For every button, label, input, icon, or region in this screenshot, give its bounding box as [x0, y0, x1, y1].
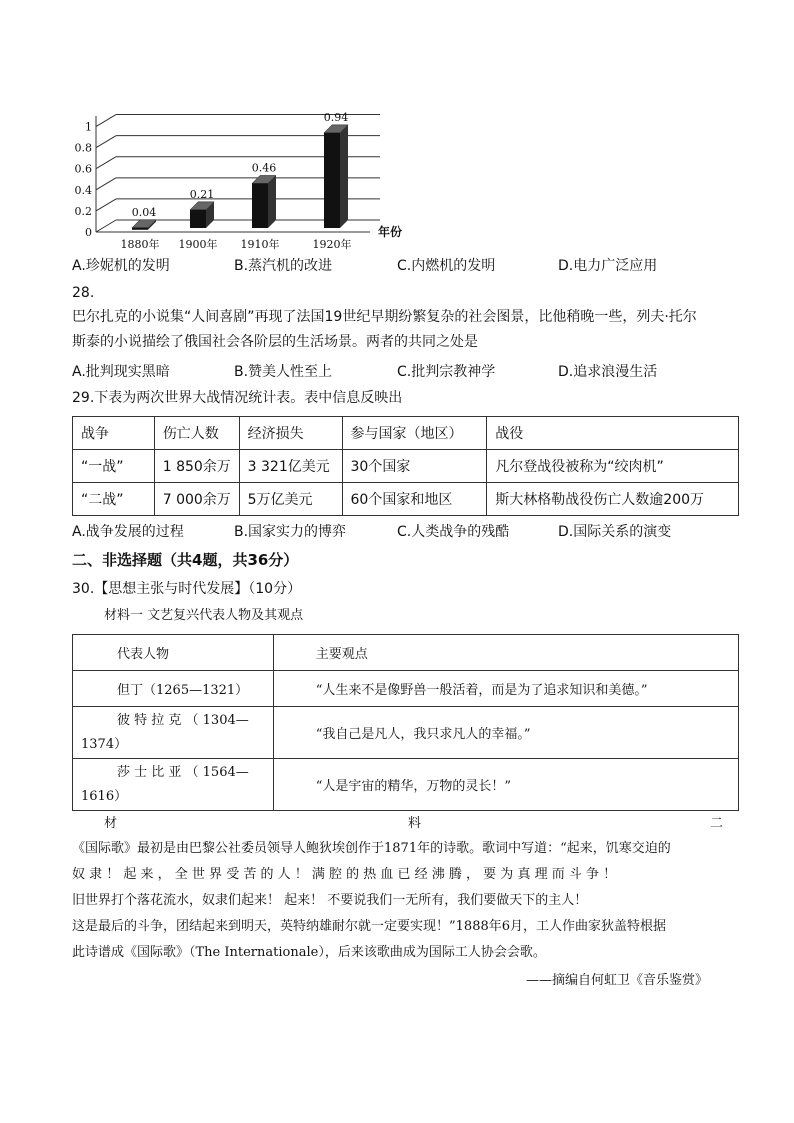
x-axis-label: 年份 [378, 225, 403, 239]
view-cell: “人生来不是像野兽一般活着，而是为了追求知识和美德。” [273, 671, 738, 707]
q28-option-a[interactable]: A.批判现实黑暗 [72, 364, 170, 380]
bar-side [340, 125, 348, 228]
table-cell: 60个国家和地区 [342, 483, 487, 516]
grid-diagonal [96, 199, 116, 211]
grid-diagonal [96, 178, 116, 190]
x-tick-label: 1900年 [178, 238, 218, 251]
q29-option-d[interactable]: D.国际关系的演变 [558, 524, 672, 540]
q29-option-c[interactable]: C.人类战争的残酷 [397, 524, 510, 540]
bar-side [268, 175, 276, 228]
q27-option-d[interactable]: D.电力广泛应用 [558, 258, 658, 274]
x-tick-label: 1910年 [240, 238, 280, 251]
table-cell: 5万亿美元 [239, 483, 342, 516]
section-heading: 二、非选择题（共4题，共36分） [72, 551, 299, 569]
q29-option-a[interactable]: A.战争发展的过程 [72, 524, 184, 540]
q28-option-b[interactable]: B.赞美人性至上 [234, 364, 333, 380]
table-row [73, 671, 739, 707]
table-cell: “二战” [73, 483, 155, 516]
bar [324, 133, 340, 228]
table-row [73, 450, 739, 483]
table-header-cell: 主要观点 [273, 635, 738, 671]
person-cell [73, 759, 274, 811]
view-cell: “人是宇宙的精华，万物的灵长！” [273, 759, 738, 811]
person-cell [73, 671, 274, 707]
table-cell: 斯大林格勒战役伤亡人数逾200万 [487, 483, 739, 516]
data-label: 0.21 [189, 187, 215, 201]
y-tick-label: 0.6 [74, 162, 92, 176]
table-cell: 3 321亿美元 [239, 450, 342, 483]
q27-option-b[interactable]: B.蒸汽机的改进 [234, 258, 333, 274]
war-statistics-table [72, 416, 739, 516]
q28-number: 28. [72, 285, 95, 301]
grid-diagonal [96, 157, 116, 169]
table-header-row [73, 635, 739, 671]
person-years: 1374） [81, 736, 128, 752]
y-tick-label: 0.4 [74, 183, 92, 197]
table-row [73, 483, 739, 516]
q30-title: 30.【思想主张与时代发展】（10分） [72, 581, 302, 597]
bar [190, 210, 206, 228]
q27-option-c[interactable]: C.内燃机的发明 [397, 258, 496, 274]
material2-line-5: 此诗谱成《国际歌》（The Internationale），后来该歌曲成为国际工人协会会歌。 [72, 945, 546, 960]
table-cell: 1 850余万 [154, 450, 239, 483]
table-row [73, 707, 739, 759]
renaissance-table [72, 634, 739, 811]
data-label: 0.04 [131, 205, 157, 219]
table-header-cell: 伤亡人数 [154, 417, 239, 450]
grid-diagonal [96, 220, 116, 232]
material2-line-4: 这是最后的斗争，团结起来到明天，英特纳雄耐尔就一定要实现！”1888年6月，工人作曲家狄盖特根据 [72, 919, 667, 934]
table-cell: 30个国家 [342, 450, 487, 483]
material2-source: ——摘编自何虹卫《音乐鉴赏》 [526, 973, 709, 988]
y-tick-label: 0.8 [74, 141, 92, 155]
q29-stem: 29.下表为两次世界大战情况统计表。表中信息反映出 [72, 390, 403, 406]
bar [252, 183, 268, 228]
q28-option-c[interactable]: C.批判宗教神学 [397, 364, 496, 380]
data-label: 0.46 [251, 161, 277, 175]
bar [132, 228, 148, 230]
x-tick-label: 1880年 [120, 238, 160, 251]
person-years: 1616） [81, 788, 128, 804]
table-header-cell: 参与国家（地区） [342, 417, 487, 450]
table-row [73, 759, 739, 811]
person-name: 但丁（1265—1321） [117, 683, 249, 698]
person-cell [73, 707, 274, 759]
y-tick-label: 0.2 [74, 204, 92, 218]
table-cell: 7 000余万 [154, 483, 239, 516]
q29-option-b[interactable]: B.国家实力的博弈 [234, 524, 347, 540]
q28-option-d[interactable]: D.追求浪漫生活 [558, 364, 658, 380]
table-cell: “一战” [73, 450, 155, 483]
q28-stem-line2: 斯泰的小说描绘了俄国社会各阶层的生活场景。两者的共同之处是 [72, 334, 478, 350]
material2-label-1: 材 [104, 816, 118, 831]
table-cell: 凡尔登战役被称为“绞肉机” [487, 450, 739, 483]
person-name: 彼 特 拉 克 （ 1304— [117, 712, 249, 728]
material2-label-2: 料 [408, 816, 422, 831]
table-header-row [73, 417, 739, 450]
view-cell: “我自己是凡人，我只求凡人的幸福。” [273, 707, 738, 759]
table-header-cell: 代表人物 [73, 635, 274, 671]
data-label: 0.94 [323, 110, 349, 124]
q28-stem-line1: 巴尔扎克的小说集“人间喜剧”再现了法国19世纪早期纷繁复杂的社会图景，比他稍晚一些，列夫·托尔 [72, 309, 697, 325]
table-header-cell: 战争 [73, 417, 155, 450]
grid-diagonal [96, 136, 116, 148]
material2-label-3: 二 [710, 816, 724, 831]
x-tick-label: 1920年 [312, 238, 352, 251]
grid-diagonal [96, 115, 116, 127]
material1-title: 材料一 文艺复兴代表人物及其观点 [104, 608, 304, 623]
material2-line-1: 《国际歌》最初是由巴黎公社委员领导人鲍狄埃创作于1871年的诗歌。歌词中写道：“起来，饥寒交迫的 [72, 841, 671, 856]
q27-option-a[interactable]: A.珍妮机的发明 [72, 258, 170, 274]
table-header-cell: 经济损失 [239, 417, 342, 450]
y-tick-label: 0 [85, 226, 92, 239]
person-name: 莎 士 比 亚 （ 1564— [117, 764, 249, 780]
material2-line-2: 奴 隶 ！ 起 来 ， 全 世 界 受 苦 的 人 ！ 满 腔 的 热 血 已 经 沸 腾 ， 要 为 真 理 而 斗 争 ！ [72, 867, 617, 882]
material2-line-3: 旧世界打个落花流水，奴隶们起来！ 起来！ 不要说我们一无所有，我们要做天下的主人！ [72, 893, 588, 908]
bar-chart [70, 92, 420, 252]
y-tick-label: 1 [85, 120, 92, 134]
table-header-cell: 战役 [487, 417, 739, 450]
